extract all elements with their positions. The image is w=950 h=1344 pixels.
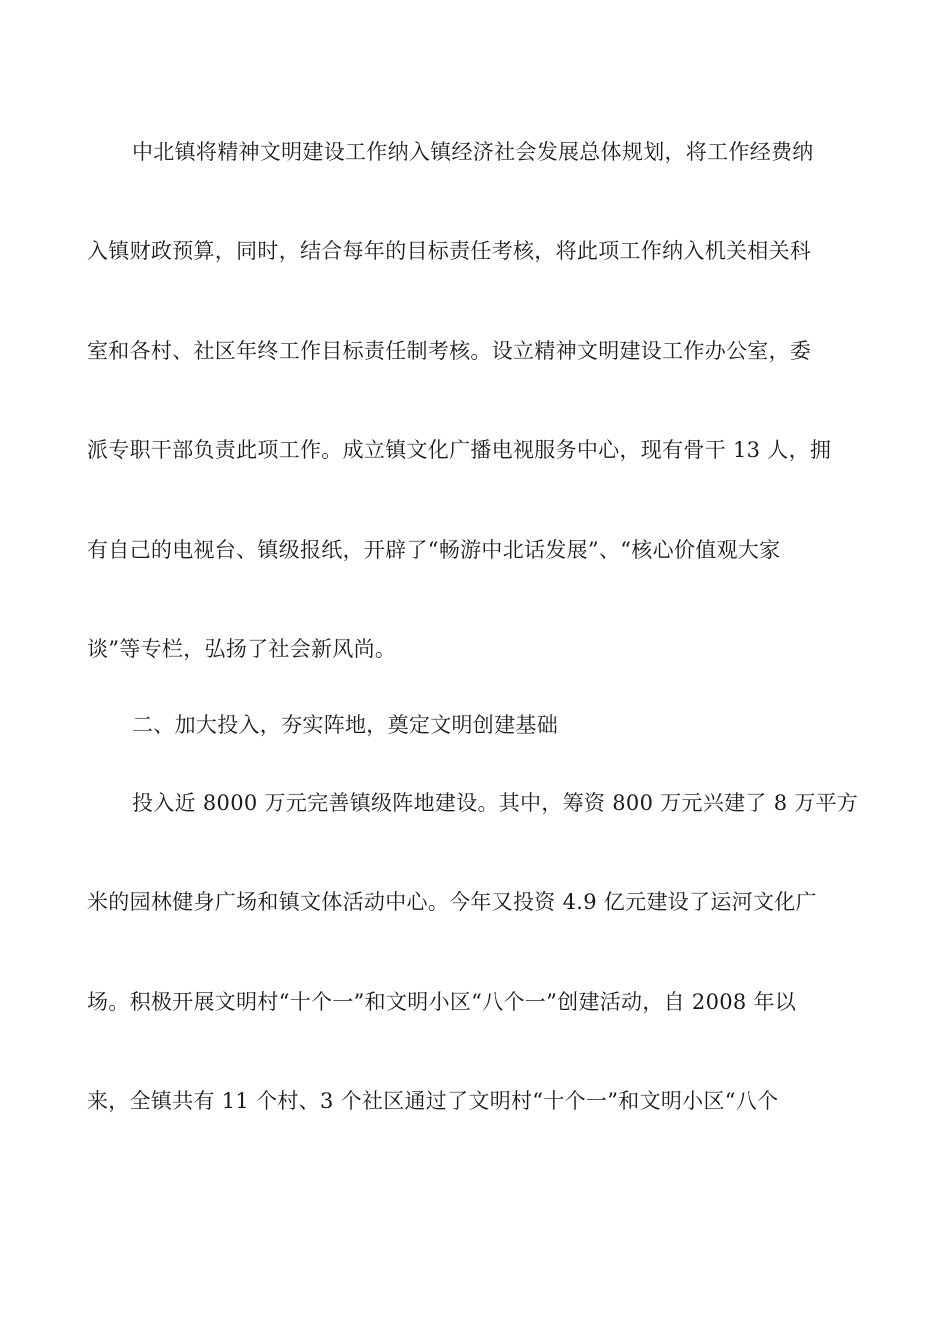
paragraph-1-line-6: 谈”等专栏，弘扬了社会新风尚。 [87, 637, 397, 661]
paragraph-1-line-2: 入镇财政预算，同时，结合每年的目标责任考核，将此项工作纳入机关相关科 [87, 239, 812, 263]
paragraph-1-line-4: 派专职干部负责此项工作。成立镇文化广播电视服务中心，现有骨干 13 人，拥 [87, 438, 832, 462]
section-heading-2: 二、加大投入，夯实阵地，奠定文明创建基础 [132, 713, 558, 737]
paragraph-1-line-3: 室和各村、社区年终工作目标责任制考核。设立精神文明建设工作办公室，委 [87, 339, 812, 363]
paragraph-1-line-5: 有自己的电视台、镇级报纸，开辟了“畅游中北话发展”、“核心价值观大家 [87, 538, 781, 562]
paragraph-1-line-1: 中北镇将精神文明建设工作纳入镇经济社会发展总体规划，将工作经费纳 [132, 140, 814, 164]
paragraph-2-line-4: 来，全镇共有 11 个村、3 个社区通过了文明村“十个一”和文明小区“八个 [87, 1089, 779, 1113]
paragraph-2-line-3: 场。积极开展文明村“十个一”和文明小区“八个一”创建活动，自 2008 年以 [87, 990, 797, 1014]
paragraph-2-line-1: 投入近 8000 万元完善镇级阵地建设。其中，筹资 800 万元兴建了 8 万平方 [132, 791, 859, 815]
paragraph-2-line-2: 米的园林健身广场和镇文体活动中心。今年又投资 4.9 亿元建设了运河文化广 [87, 890, 817, 914]
